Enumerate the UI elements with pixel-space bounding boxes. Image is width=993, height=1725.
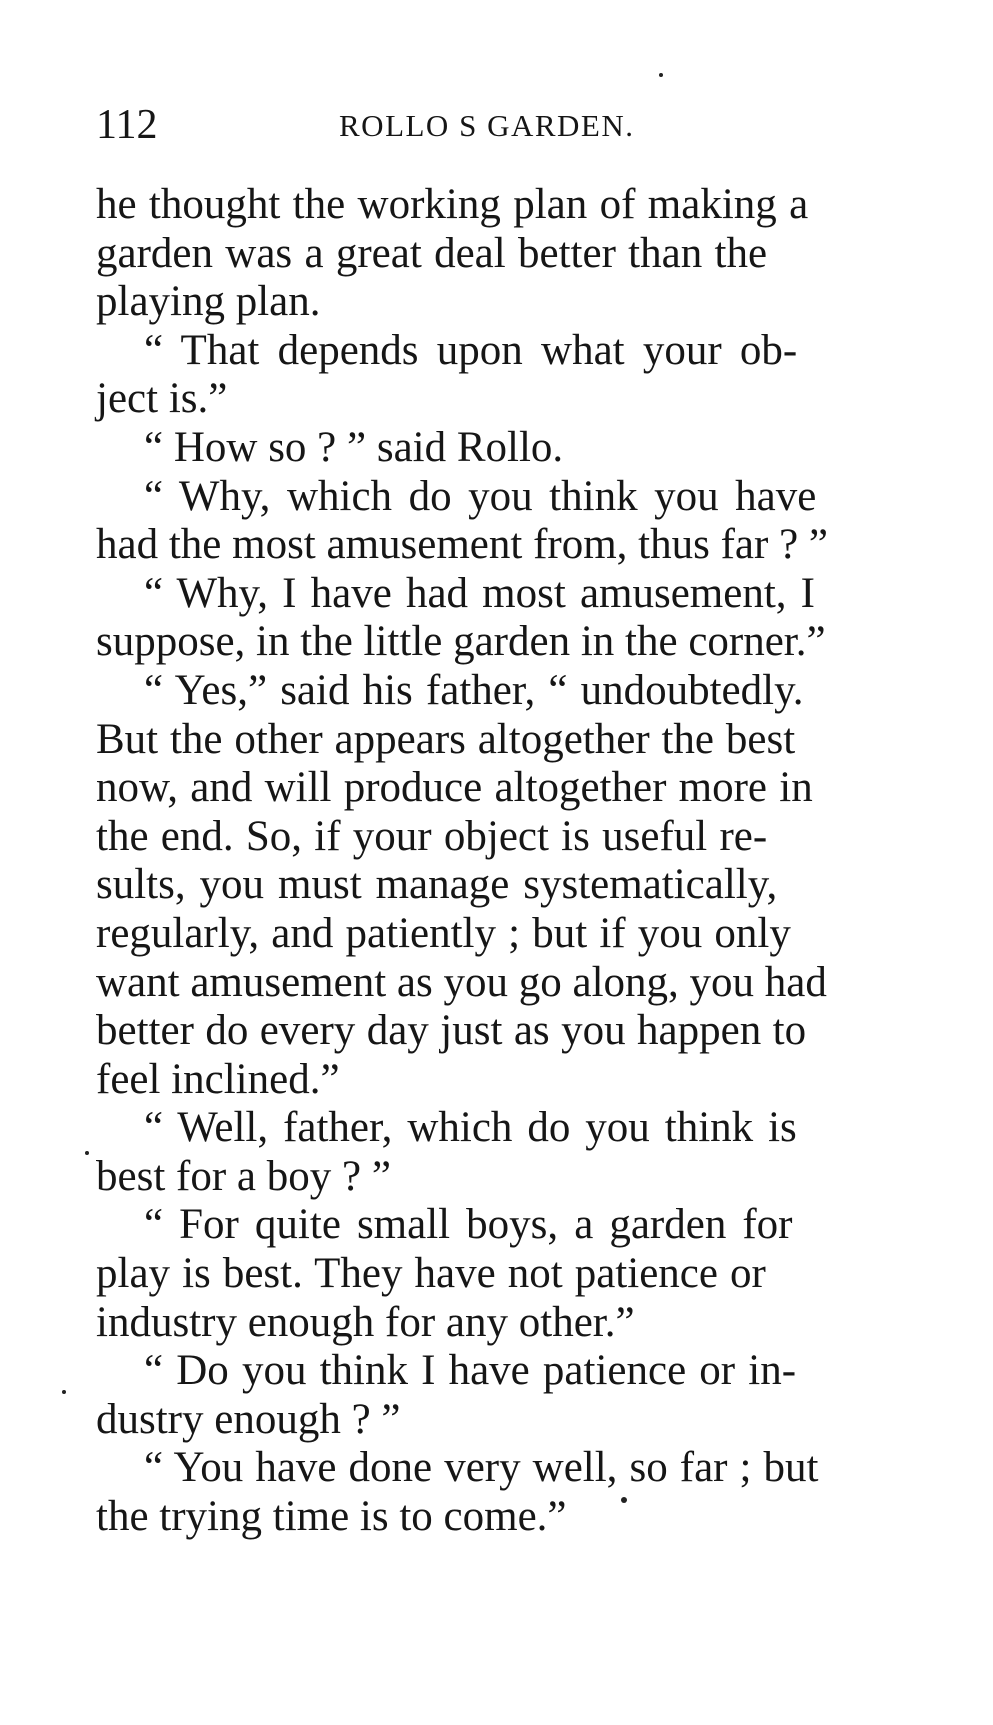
text-line: “ Why, which do you think you have [144,472,817,520]
print-speck-left-middle [85,1151,89,1155]
print-speck-top [659,73,663,77]
text-line: regularly, and patiently ; but if you only [96,909,791,957]
text-line: now, and will produce altogether more in [96,764,813,812]
text-line: want amusement as you go along, you had [96,958,827,1006]
text-line: “ You have done very well, so far ; but [144,1444,819,1492]
text-line: dustry enough ? ” [96,1395,401,1443]
text-line: “ Do you think I have patience or in- [144,1347,797,1395]
text-line: he thought the working plan of making a [96,181,809,228]
text-line: ject is.” [96,375,228,423]
text-line: had the most amusement from, thus far ? ” [96,521,828,569]
text-line: best for a boy ? ” [96,1152,391,1200]
page-header [96,100,896,150]
text-line: better do every day just as you happen to [96,1007,807,1055]
text-line: “ How so ? ” said Rollo. [144,423,564,471]
text-line: feel inclined.” [96,1055,340,1103]
text-line: “ Well, father, which do you think is [144,1104,797,1152]
print-speck-bottom [621,1497,627,1503]
page-number: 112 [96,102,158,148]
text-line: suppose, in the little garden in the corner.” [96,618,826,666]
text-line: But the other appears altogether the best [96,715,796,763]
text-line: the end. So, if your object is useful re- [96,812,768,860]
print-speck-left-bottom [62,1390,66,1394]
body-text [96,181,904,1542]
text-line: playing plan. [96,278,321,326]
text-line: “ Why, I have had most amusement, I [144,569,816,617]
text-line: “ That depends upon what your ob- [144,326,798,374]
text-line: the trying time is to come.” [96,1493,567,1541]
text-line: garden was a great deal better than the [96,229,768,277]
text-line: “ Yes,” said his father, “ undoubtedly. [144,666,804,714]
text-line: “ For quite small boys, a garden for [144,1201,793,1249]
text-line: sults, you must manage systematically, [96,861,778,909]
text-line: industry enough for any other.” [96,1298,635,1346]
text-line: play is best. They have not patience or [96,1250,766,1298]
running-head: ROLLO S GARDEN. [339,108,635,143]
